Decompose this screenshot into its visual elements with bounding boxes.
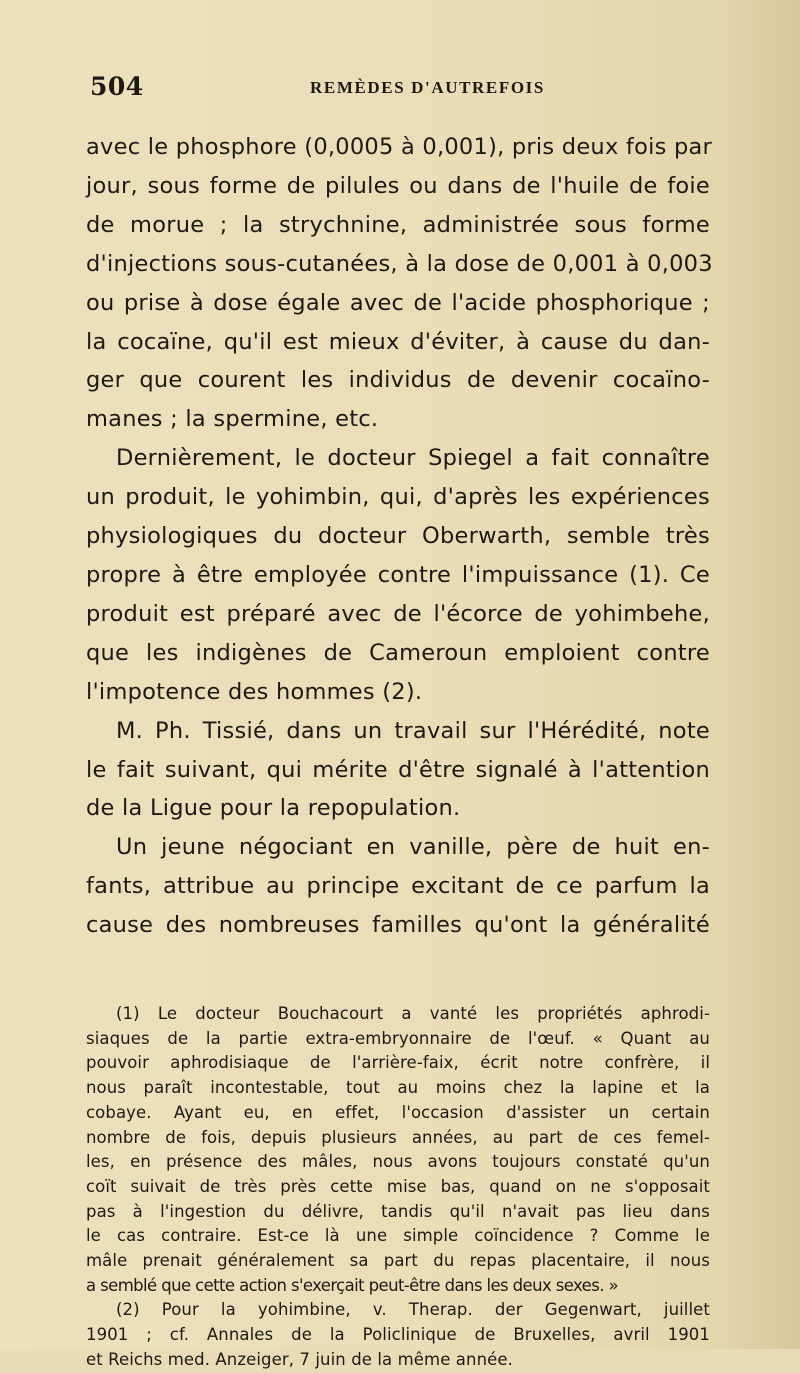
body-line: un produit, le yohimbin, qui, d'après les expériences (86, 484, 710, 511)
footnote-line: (1) Le docteur Bouchacourt a vanté les propriétés aphrodi- (116, 1004, 710, 1023)
body-line: ger que courent les individus de devenir cocaïno- (86, 367, 710, 394)
page-number: 504 (90, 72, 144, 101)
body-line: ou prise à dose égale avec de l'acide phosphorique ; (86, 289, 710, 316)
body-line: le fait suivant, qui mérite d'être signalé à l'attention (86, 756, 710, 783)
body-line: cause des nombreuses familles qu'ont la généralité (86, 912, 710, 939)
footnote-line: 1901 ; cf. Annales de la Policlinique de Bruxelles, avril 1901 (86, 1325, 710, 1345)
footnote-line: (2) Pour la yohimbine, v. Therap. der Gegenwart, juillet (116, 1300, 710, 1320)
footnote-line: les, en présence des mâles, nous avons toujours constaté qu'un (86, 1152, 710, 1172)
body-line: d'injections sous-cutanées, à la dose de 0,001 à 0,003 (86, 250, 713, 277)
footnote-line: mâle prenait généralement sa part du repas placentaire, il nous (86, 1251, 710, 1271)
footnotes (86, 1002, 710, 1373)
footnote-line: et Reichs med. Anzeiger, 7 juin de la même année. (86, 1349, 513, 1369)
footnote-line: siaques de la partie extra-embryonnaire de l'œuf. « Quant au (86, 1028, 710, 1048)
body-line: M. Ph. Tissié, dans un travail sur l'Hérédité, note (116, 717, 710, 744)
body-line: Dernièrement, le docteur Spiegel a fait connaître (116, 445, 710, 472)
footnote-line: le cas contraire. Est-ce là une simple coïncidence ? Comme le (86, 1226, 710, 1246)
footnote-line: pouvoir aphrodisiaque de l'arrière-faix, écrit notre confrère, il (86, 1053, 710, 1073)
footnote-line: a semblé que cette action s'exerçait peut-être dans les deux sexes. » (86, 1275, 618, 1295)
footnote-line: nombre de fois, depuis plusieurs années, au part de ces femel- (86, 1127, 710, 1147)
page-header (90, 72, 710, 112)
body-line: avec le phosphore (0,0005 à 0,001), pris deux fois par (86, 134, 713, 160)
body-line: que les indigènes de Cameroun emploient contre (86, 639, 710, 666)
body-line: la cocaïne, qu'il est mieux d'éviter, à cause du dan- (86, 328, 710, 355)
body-line: manes ; la spermine, etc. (86, 406, 379, 433)
running-head: REMÈDES D'AUTREFOIS (310, 78, 545, 97)
body-line: de morue ; la strychnine, administrée sous forme (86, 211, 710, 238)
body-line: fants, attribue au principe excitant de ce parfum la (86, 873, 710, 900)
body-line: Un jeune négociant en vanille, père de huit en- (116, 834, 710, 861)
footnote-line: pas à l'ingestion du délivre, tandis qu'il n'avait pas lieu dans (86, 1201, 710, 1221)
body-line: jour, sous forme de pilules ou dans de l'huile de foie (86, 172, 710, 199)
body-text (86, 128, 713, 945)
body-line: de la Ligue pour la repopulation. (86, 795, 461, 822)
footnote-line: cobaye. Ayant eu, en effet, l'occasion d'assister un certain (86, 1102, 710, 1122)
footnote-line: coït suivait de très près cette mise bas, quand on ne s'opposait (86, 1176, 710, 1196)
footnote-line: nous paraît incontestable, tout au moins chez la lapine et la (86, 1078, 710, 1098)
body-line: l'impotence des hommes (2). (86, 678, 423, 705)
body-line: produit est préparé avec de l'écorce de yohimbehe, (86, 600, 710, 627)
body-line: propre à être employée contre l'impuissance (1). Ce (86, 561, 710, 588)
body-line: physiologiques du docteur Oberwarth, semble très (86, 523, 710, 550)
